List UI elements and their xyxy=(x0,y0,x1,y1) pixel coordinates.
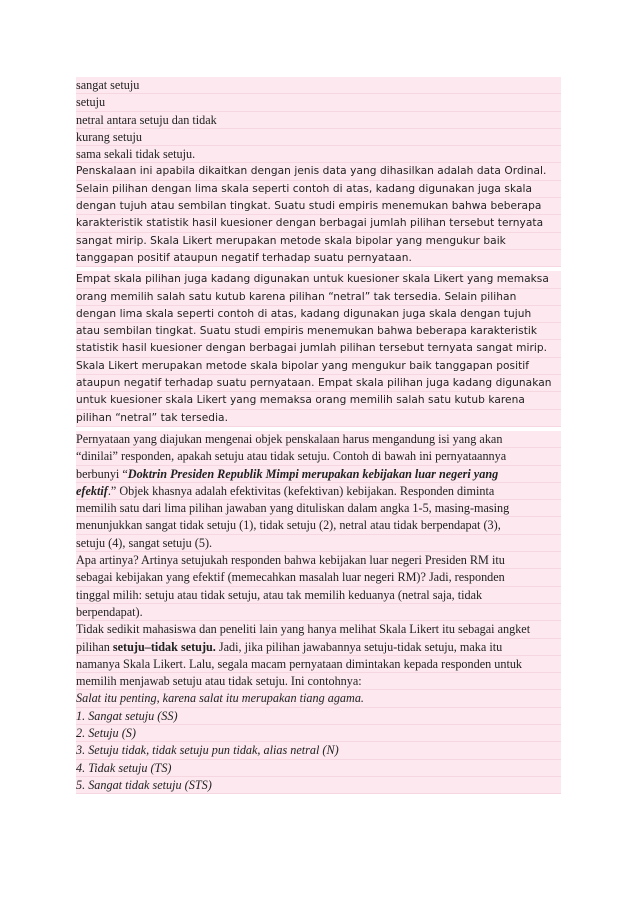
answer-option: 5. Sangat tidak setuju (STS) xyxy=(76,777,561,794)
text-line: memilih menjawab setuju atau tidak setuju. Ini contohnya: xyxy=(76,673,561,690)
text-line: pilihan “netral” tak tersedia. xyxy=(76,410,561,427)
scale-item: sama sekali tidak setuju. xyxy=(76,146,561,163)
text-line: Selain pilihan dengan lima skala seperti contoh di atas, kadang digunakan juga skala xyxy=(76,181,561,198)
text-line: Apa artinya? Artinya setujukah responden bahwa kebijakan luar negeri Presiden RM itu xyxy=(76,552,561,569)
doctrine-title-end: efektif xyxy=(76,483,108,498)
text-line: setuju (4), sangat setuju (5). xyxy=(76,535,561,552)
text-line: statistik hasil kuesioner dengan berbagai jumlah pilihan tersebut ternyata sangat mirip. xyxy=(76,340,561,357)
document-body xyxy=(76,77,561,794)
answer-option: 3. Setuju tidak, tidak setuju pun tidak, alias netral (N) xyxy=(76,742,561,759)
text-line xyxy=(76,483,561,500)
text-line: ataupun negatif terhadap suatu pernyataan. Empat skala pilihan juga kadang digunakan xyxy=(76,375,561,392)
text-line: tanggapan positif ataupun negatif terhadap suatu pernyataan. xyxy=(76,250,561,267)
scale-item: setuju xyxy=(76,94,561,111)
doctrine-title: Doktrin Presiden Republik Mimpi merupakan kebijakan luar negeri yang xyxy=(127,466,499,481)
text-line: memilih satu dari lima pilihan jawaban yang dituliskan dalam angka 1-5, masing-masing xyxy=(76,500,561,517)
text-run: .” Objek khasnya adalah efektivitas (kefektivan) kebijakan. Responden diminta xyxy=(107,483,495,498)
scale-item: sangat setuju xyxy=(76,77,561,94)
text-line: Skala Likert merupakan metode skala bipolar yang mengukur baik tanggapan positif xyxy=(76,358,561,375)
text-line: namanya Skala Likert. Lalu, segala macam pernyataan dimintakan kepada responden untuk xyxy=(76,656,561,673)
text-line: dengan tujuh atau sembilan tingkat. Suatu studi empiris menemukan bahwa beberapa xyxy=(76,198,561,215)
scale-list xyxy=(76,77,561,163)
text-line: Empat skala pilihan juga kadang digunakan untuk kuesioner skala Likert yang memaksa xyxy=(76,271,561,288)
text-line: orang memilih salah satu kutub karena pilihan “netral” tak tersedia. Selain pilihan xyxy=(76,289,561,306)
text-run: pilihan xyxy=(76,639,113,654)
text-line: atau sembilan tingkat. Suatu studi empiris menemukan bahwa beberapa karakteristik xyxy=(76,323,561,340)
text-line: “dinilai” responden, apakah setuju atau tidak setuju. Contoh di bawah ini pernyataannya xyxy=(76,448,561,465)
text-line: menunjukkan sangat tidak setuju (1), tidak setuju (2), netral atau tidak berpendapat (3), xyxy=(76,517,561,534)
scale-item: netral antara setuju dan tidak xyxy=(76,112,561,129)
text-line: karakteristik statistik hasil kuesioner dengan berbagai jumlah pilihan tersebut ternyata xyxy=(76,215,561,232)
text-line: dengan lima skala seperti contoh di atas, kadang digunakan juga skala dengan tujuh xyxy=(76,306,561,323)
paragraph-pernyataan xyxy=(76,431,561,794)
text-run: Jadi, jika pilihan jawabannya setuju-tidak setuju, maka itu xyxy=(215,639,503,654)
answer-option: 1. Sangat setuju (SS) xyxy=(76,708,561,725)
text-line: Penskalaan ini apabila dikaitkan dengan jenis data yang dihasilkan adalah data Ordinal. xyxy=(76,163,561,180)
example-statement: Salat itu penting, karena salat itu merupakan tiang agama. xyxy=(76,690,561,707)
text-line: Tidak sedikit mahasiswa dan peneliti lain yang hanya melihat Skala Likert itu sebagai angket xyxy=(76,621,561,638)
text-run: berbunyi “ xyxy=(76,466,128,481)
paragraph-empat-skala xyxy=(76,271,561,427)
bold-term: setuju–tidak setuju. xyxy=(112,639,216,654)
text-line: berpendapat). xyxy=(76,604,561,621)
text-line: Pernyataan yang diajukan mengenai objek penskalaan harus mengandung isi yang akan xyxy=(76,431,561,448)
answer-option: 2. Setuju (S) xyxy=(76,725,561,742)
text-line: untuk kuesioner skala Likert yang memaksa orang memilih salah satu kutub karena xyxy=(76,392,561,409)
text-line xyxy=(76,466,561,483)
text-line xyxy=(76,639,561,656)
paragraph-ordinal xyxy=(76,163,561,267)
scale-item: kurang setuju xyxy=(76,129,561,146)
text-line: tinggal milih: setuju atau tidak setuju, atau tak memilih keduanya (netral saja, tidak xyxy=(76,587,561,604)
text-line: sangat mirip. Skala Likert merupakan metode skala bipolar yang mengukur baik xyxy=(76,233,561,250)
answer-option: 4. Tidak setuju (TS) xyxy=(76,760,561,777)
text-line: sebagai kebijakan yang efektif (memecahkan masalah luar negeri RM)? Jadi, responden xyxy=(76,569,561,586)
